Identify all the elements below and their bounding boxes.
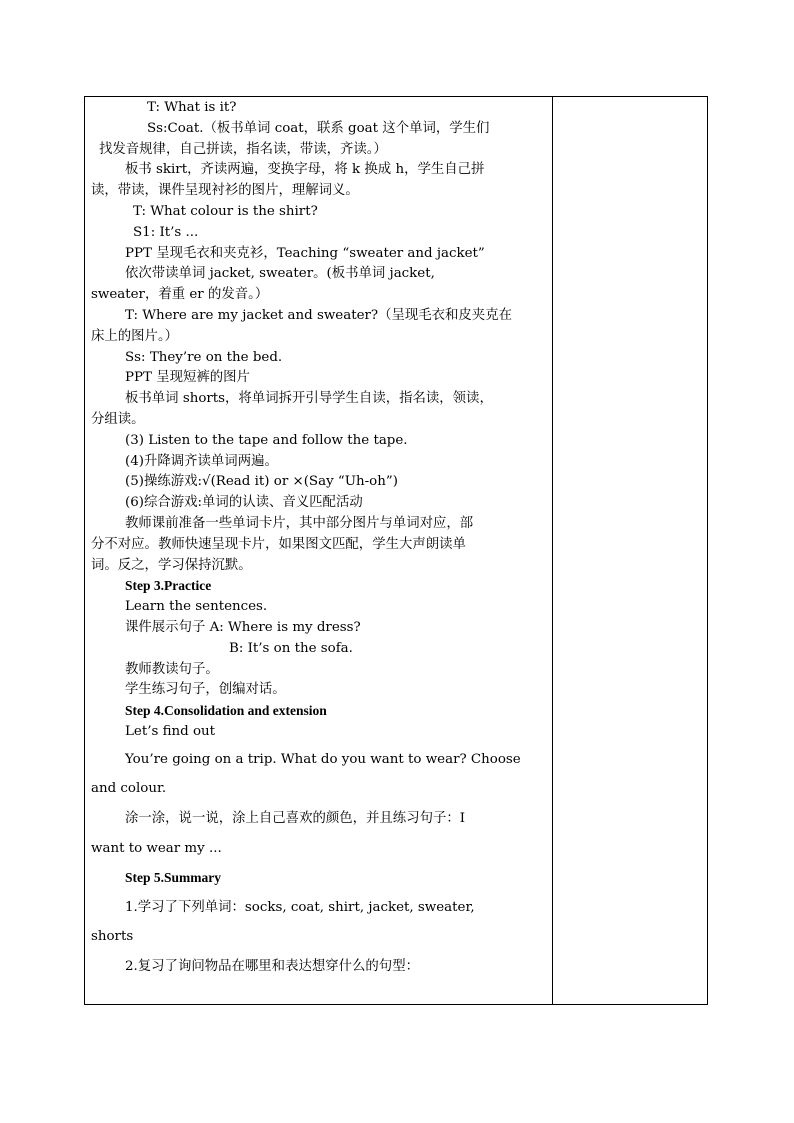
text-line: 分不对应。教师快速呈现卡片，如果图文匹配，学生大声朗读单 [91, 537, 466, 552]
text-line: 教师教读句子。 [125, 662, 219, 677]
text-line: 课件展示句子 A: Where is my dress? [125, 620, 361, 635]
text-line: PPT 呈现短裤的图片 [125, 370, 250, 385]
dialogue-line: T: What colour is the shirt? [133, 204, 318, 219]
text-line: 床上的图片。） [91, 329, 179, 344]
dialogue-line: T: Where are my jacket and sweater?（呈现毛衣和皮夹克在 [125, 308, 512, 323]
text-line: 找发音规律，自己拼读，指名读，带读，齐读。） [99, 142, 387, 157]
text-line: 教师课前准备一些单词卡片，其中部分图片与单词对应，部 [125, 516, 474, 531]
text-line: (5)操练游戏:√(Read it) or ×(Say “Uh-oh”) [125, 474, 398, 489]
text-line: sweater，着重 er 的发音。） [91, 287, 269, 302]
lesson-table [84, 96, 708, 1005]
text-line: shorts [91, 929, 134, 944]
text-line: Learn the sentences. [125, 599, 268, 614]
dialogue-line: B: It’s on the sofa. [229, 641, 353, 656]
text-line: 板书 skirt，齐读两遍，变换字母，将 k 换成 h，学生自己拼 [125, 162, 485, 177]
dialogue-line: S1: It’s ... [133, 225, 199, 240]
text-line: Let’s find out [125, 724, 216, 739]
dialogue-line: T: What is it? [147, 100, 237, 115]
text-line: (6)综合游戏:单词的认读、音义匹配活动 [125, 495, 363, 510]
text-line: You’re going on a trip. What do you want to wear? Choose [125, 752, 521, 767]
text-line: 1.学习了下列单词：socks, coat, shirt, jacket, sweater, [125, 900, 475, 915]
step-heading: Step 4.Consolidation and extension [125, 703, 327, 718]
text-line: 2.复习了询问物品在哪里和表达想穿什么的句型： [125, 959, 419, 974]
step-heading: Step 5.Summary [125, 870, 222, 885]
text-line: 分组读。 [91, 412, 145, 427]
dialogue-line: Ss:Coat.（板书单词 coat，联系 goat 这个单词，学生们 [147, 121, 490, 136]
text-line: 词。反之，学习保持沉默。 [91, 558, 252, 573]
text-line: want to wear my ... [91, 841, 222, 856]
step-heading: Step 3.Practice [125, 578, 212, 593]
text-line: 板书单词 shorts，将单词拆开引导学生自读，指名读，领读， [125, 391, 493, 406]
text-line: 读，带读，课件呈现衬衫的图片，理解词义。 [91, 183, 359, 198]
text-line: (4)升降调齐读单词两遍。 [125, 454, 278, 469]
text-line: 涂一涂，说一说，涂上自己喜欢的颜色，并且练习句子：I [125, 811, 466, 826]
dialogue-line: Ss: They’re on the bed. [125, 350, 283, 365]
text-line: 学生练习句子，创编对话。 [125, 682, 286, 697]
text-line: (3) Listen to the tape and follow the tape. [125, 433, 408, 448]
text-line: and colour. [91, 781, 167, 796]
text-line: 依次带读单词 jacket, sweater。(板书单词 jacket, [125, 266, 435, 281]
text-line: PPT 呈现毛衣和夹克衫，Teaching “sweater and jacket” [125, 246, 485, 261]
notes-cell [553, 97, 707, 1004]
